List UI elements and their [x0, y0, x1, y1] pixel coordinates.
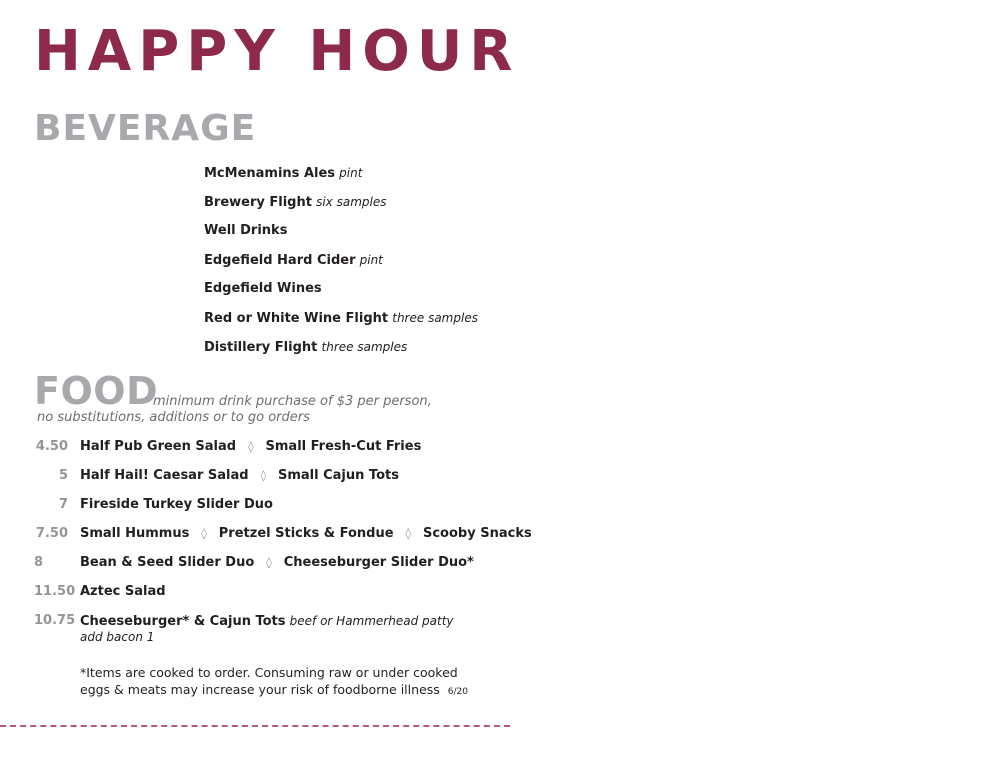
beverage-item — [204, 308, 478, 329]
food-price: 8 — [34, 555, 44, 570]
food-items — [80, 553, 474, 573]
food-item: Half Hail! Caesar Salad — [80, 468, 249, 483]
beverage-item — [204, 192, 386, 213]
beverage-item — [204, 250, 383, 271]
beverage-name: Distillery Flight — [204, 340, 318, 355]
food-items — [80, 437, 421, 457]
disclaimer-line: *Items are cooked to order. Consuming raw or under cooked — [80, 665, 458, 680]
beverage-name: Red or White Wine Flight — [204, 311, 389, 326]
beverage-desc: three samples — [392, 311, 478, 325]
disclaimer-line: eggs & meats may increase your risk of foodborne illness — [80, 682, 440, 697]
food-price: 11.50 — [34, 584, 76, 599]
diamond-separator-icon: ◊ — [260, 469, 266, 482]
food-note: no substitutions, additions or to go orders — [37, 410, 310, 425]
beverage-desc: six samples — [316, 195, 387, 209]
diamond-separator-icon: ◊ — [201, 527, 207, 540]
diamond-separator-icon: ◊ — [405, 527, 411, 540]
beverage-heading: BEVERAGE — [34, 108, 257, 149]
beverage-item — [204, 279, 322, 299]
menu-date: 6/20 — [447, 687, 468, 697]
food-item: Small Fresh-Cut Fries — [265, 439, 422, 454]
beverage-desc: three samples — [321, 340, 408, 354]
food-items — [80, 582, 166, 602]
food-item: Pretzel Sticks & Fondue — [218, 526, 394, 541]
food-item: Small Hummus — [80, 526, 190, 541]
food-item: Fireside Turkey Slider Duo — [80, 497, 273, 512]
food-item: Cheeseburger Slider Duo* — [283, 555, 474, 570]
food-item: Half Pub Green Salad — [80, 439, 237, 454]
beverage-desc: pint — [339, 166, 363, 180]
dashed-divider — [0, 725, 510, 727]
food-price: 5 — [58, 468, 68, 483]
food-items — [80, 524, 532, 544]
beverage-name: Edgefield Hard Cider — [204, 253, 356, 268]
food-items — [80, 466, 399, 486]
diamond-separator-icon: ◊ — [266, 556, 272, 569]
menu-title: HAPPY HOUR — [34, 19, 520, 84]
food-items — [80, 611, 454, 632]
beverage-desc: pint — [359, 253, 383, 267]
food-price: 10.75 — [34, 613, 76, 628]
food-price: 7 — [58, 497, 68, 512]
beverage-name: Brewery Flight — [204, 195, 312, 210]
food-item: Cheeseburger* & Cajun Tots — [80, 614, 286, 629]
disclaimer-line-2 — [80, 681, 468, 701]
beverage-item — [204, 337, 407, 358]
food-item: Bean & Seed Slider Duo — [80, 555, 255, 570]
food-heading: FOOD — [34, 369, 159, 413]
food-price: 7.50 — [35, 526, 68, 541]
food-price: 4.50 — [35, 439, 68, 454]
beverage-name: Edgefield Wines — [204, 281, 322, 296]
addon-bacon: add bacon 1 — [80, 630, 155, 644]
food-item: Small Cajun Tots — [278, 468, 399, 483]
disclaimer — [80, 664, 468, 701]
food-desc: beef or Hammerhead patty — [289, 614, 454, 628]
food-note: minimum drink purchase of $3 per person, — [153, 394, 432, 409]
food-item: Aztec Salad — [80, 584, 166, 599]
beverage-item — [204, 221, 287, 241]
beverage-item — [204, 163, 362, 184]
food-items — [80, 495, 273, 515]
food-item: Scooby Snacks — [422, 526, 532, 541]
beverage-name: Well Drinks — [204, 223, 288, 238]
diamond-separator-icon: ◊ — [248, 440, 254, 453]
beverage-name: McMenamins Ales — [204, 166, 336, 181]
